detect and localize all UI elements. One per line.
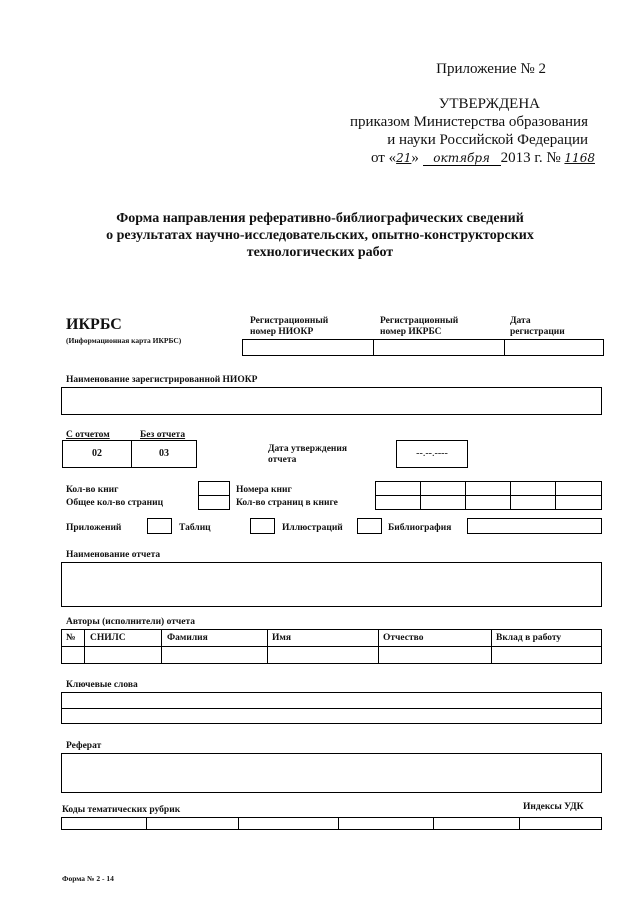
book-numbers-label: Номера книг bbox=[236, 485, 292, 495]
rubric-udc-row[interactable] bbox=[61, 817, 602, 830]
order-number-handwritten: 1168 bbox=[564, 151, 595, 165]
without-report-code[interactable]: 03 bbox=[131, 440, 197, 468]
abstract-label: Реферат bbox=[66, 741, 102, 751]
illustrations-field[interactable] bbox=[357, 518, 382, 534]
appendices-label: Приложений bbox=[66, 523, 122, 533]
order-date-line: от «21» октября 2013 г. № 1168 bbox=[371, 150, 595, 166]
book-count-label: Кол-во книг bbox=[66, 485, 119, 495]
reg-niokr-field[interactable] bbox=[242, 339, 374, 356]
authors-col-surname: Фамилия bbox=[167, 633, 208, 643]
authors-col-snils: СНИЛС bbox=[90, 633, 126, 643]
with-report-label: С отчетом bbox=[66, 430, 110, 440]
book-count-field[interactable] bbox=[198, 481, 230, 496]
registration-date-field[interactable] bbox=[504, 339, 604, 356]
tables-field[interactable] bbox=[250, 518, 275, 534]
authors-col-name: Имя bbox=[272, 633, 291, 643]
abstract-field[interactable] bbox=[61, 753, 602, 793]
authors-label: Авторы (исполнители) отчета bbox=[66, 617, 195, 627]
authors-col-patronymic: Отчество bbox=[383, 633, 424, 643]
form-title: Форма направления реферативно-библиографических сведений о результатах научно-исследовательских, опытно-конструкторских технологических работ bbox=[106, 211, 534, 260]
approval-date-field[interactable]: --.--.---- bbox=[396, 440, 468, 468]
reg-ikrbs-label: Регистрационный номер ИКРБС bbox=[380, 316, 459, 337]
reg-niokr-label: Регистрационный номер НИОКР bbox=[250, 316, 329, 337]
appendix-number: Приложение № 2 bbox=[436, 61, 546, 77]
total-pages-label: Общее кол-во страниц bbox=[66, 498, 164, 508]
card-name: ИКРБС bbox=[66, 316, 122, 333]
keywords-label: Ключевые слова bbox=[66, 680, 138, 690]
without-report-label: Без отчета bbox=[140, 430, 186, 440]
total-pages-field[interactable] bbox=[198, 495, 230, 510]
udc-label: Индексы УДК bbox=[523, 802, 584, 812]
niokr-name-label: Наименование зарегистрированной НИОКР bbox=[66, 375, 258, 385]
report-name-field[interactable] bbox=[61, 562, 602, 607]
authors-col-number: № bbox=[66, 633, 76, 643]
rubric-codes-label: Коды тематических рубрик bbox=[62, 805, 181, 815]
order-day-handwritten: 21 bbox=[396, 151, 412, 165]
tables-label: Таблиц bbox=[179, 523, 211, 533]
bibliography-field[interactable] bbox=[467, 518, 602, 534]
niokr-name-field[interactable] bbox=[61, 387, 602, 415]
pages-in-book-label: Кол-во страниц в книге bbox=[236, 498, 338, 508]
form-number-footer: Форма № 2 - 14 bbox=[62, 874, 114, 883]
registration-date-label: Дата регистрации bbox=[510, 316, 565, 337]
approved-heading: УТВЕРЖДЕНА bbox=[438, 96, 540, 112]
approval-date-label: Дата утверждения отчета bbox=[268, 444, 347, 465]
bibliography-label: Библиография bbox=[388, 523, 452, 533]
card-subtitle: (Информационная карта ИКРБС) bbox=[66, 336, 182, 345]
order-line-1: приказом Министерства образования bbox=[350, 114, 588, 130]
with-report-code[interactable]: 02 bbox=[62, 440, 132, 468]
authors-col-contribution: Вклад в работу bbox=[496, 633, 562, 643]
report-name-label: Наименование отчета bbox=[66, 550, 161, 560]
reg-ikrbs-field[interactable] bbox=[373, 339, 505, 356]
order-month-handwritten: октября bbox=[423, 151, 501, 166]
illustrations-label: Иллюстраций bbox=[282, 523, 343, 533]
order-line-2: и науки Российской Федерации bbox=[387, 132, 588, 148]
appendices-field[interactable] bbox=[147, 518, 172, 534]
